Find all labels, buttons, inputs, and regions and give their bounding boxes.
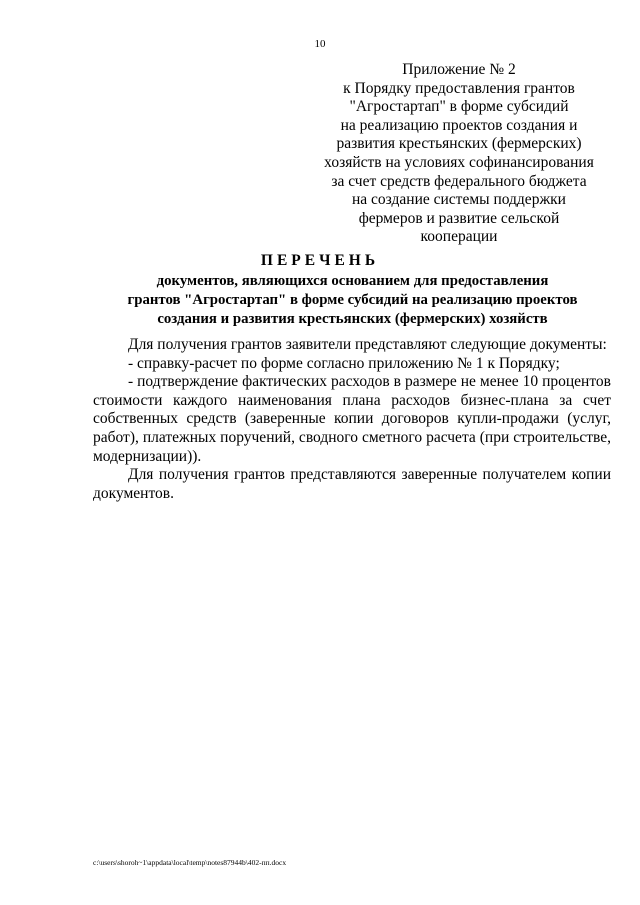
appendix-line: за счет средств федерального бюджета xyxy=(331,172,587,190)
body-paragraph: - подтверждение фактических расходов в размере не менее 10 процентов стоимости каждого наименования плана расходов бизнес-плана за счет собственных средств (заверенные копии договоров купли-продажи (услуг, работ), платежных поручений, сводного сметного расчета (при строительстве, модернизации)). xyxy=(93,373,611,465)
appendix-line: хозяйств на условиях софинансирования xyxy=(324,153,594,171)
document-body xyxy=(93,336,611,503)
document-title: ПЕРЕЧЕНЬ xyxy=(260,252,380,269)
footer-file-path: c:\users\shoroh~1\appdata\local\temp\notes87944b\402-пп.docx xyxy=(93,858,287,867)
document-subtitle xyxy=(60,272,640,328)
subtitle-line: грантов "Агростартап" в форме субсидий на реализацию проектов xyxy=(127,291,578,308)
appendix-line: кооперации xyxy=(420,228,498,246)
appendix-header xyxy=(300,61,618,247)
appendix-line: фермеров и развитие сельской xyxy=(358,209,560,227)
appendix-line: "Агростартап" в форме субсидий xyxy=(349,98,569,116)
appendix-line: развития крестьянских (фермерских) xyxy=(336,135,582,153)
body-paragraph: Для получения грантов заявители представляют следующие документы: xyxy=(128,336,607,353)
appendix-line: Приложение № 2 xyxy=(402,61,516,78)
subtitle-line: документов, являющихся основанием для предоставления xyxy=(156,273,549,289)
appendix-line: на реализацию проектов создания и xyxy=(340,116,578,134)
appendix-line: на создание системы поддержки xyxy=(352,191,566,209)
body-paragraph: Для получения грантов представляются заверенные получателем копии документов. xyxy=(93,466,611,502)
page-number: 10 xyxy=(314,38,326,50)
subtitle-line: создания и развития крестьянских (фермерских) хозяйств xyxy=(157,310,548,327)
appendix-line: к Порядку предоставления грантов xyxy=(343,79,575,97)
body-paragraph: - справку-расчет по форме согласно приложению № 1 к Порядку; xyxy=(128,354,560,372)
